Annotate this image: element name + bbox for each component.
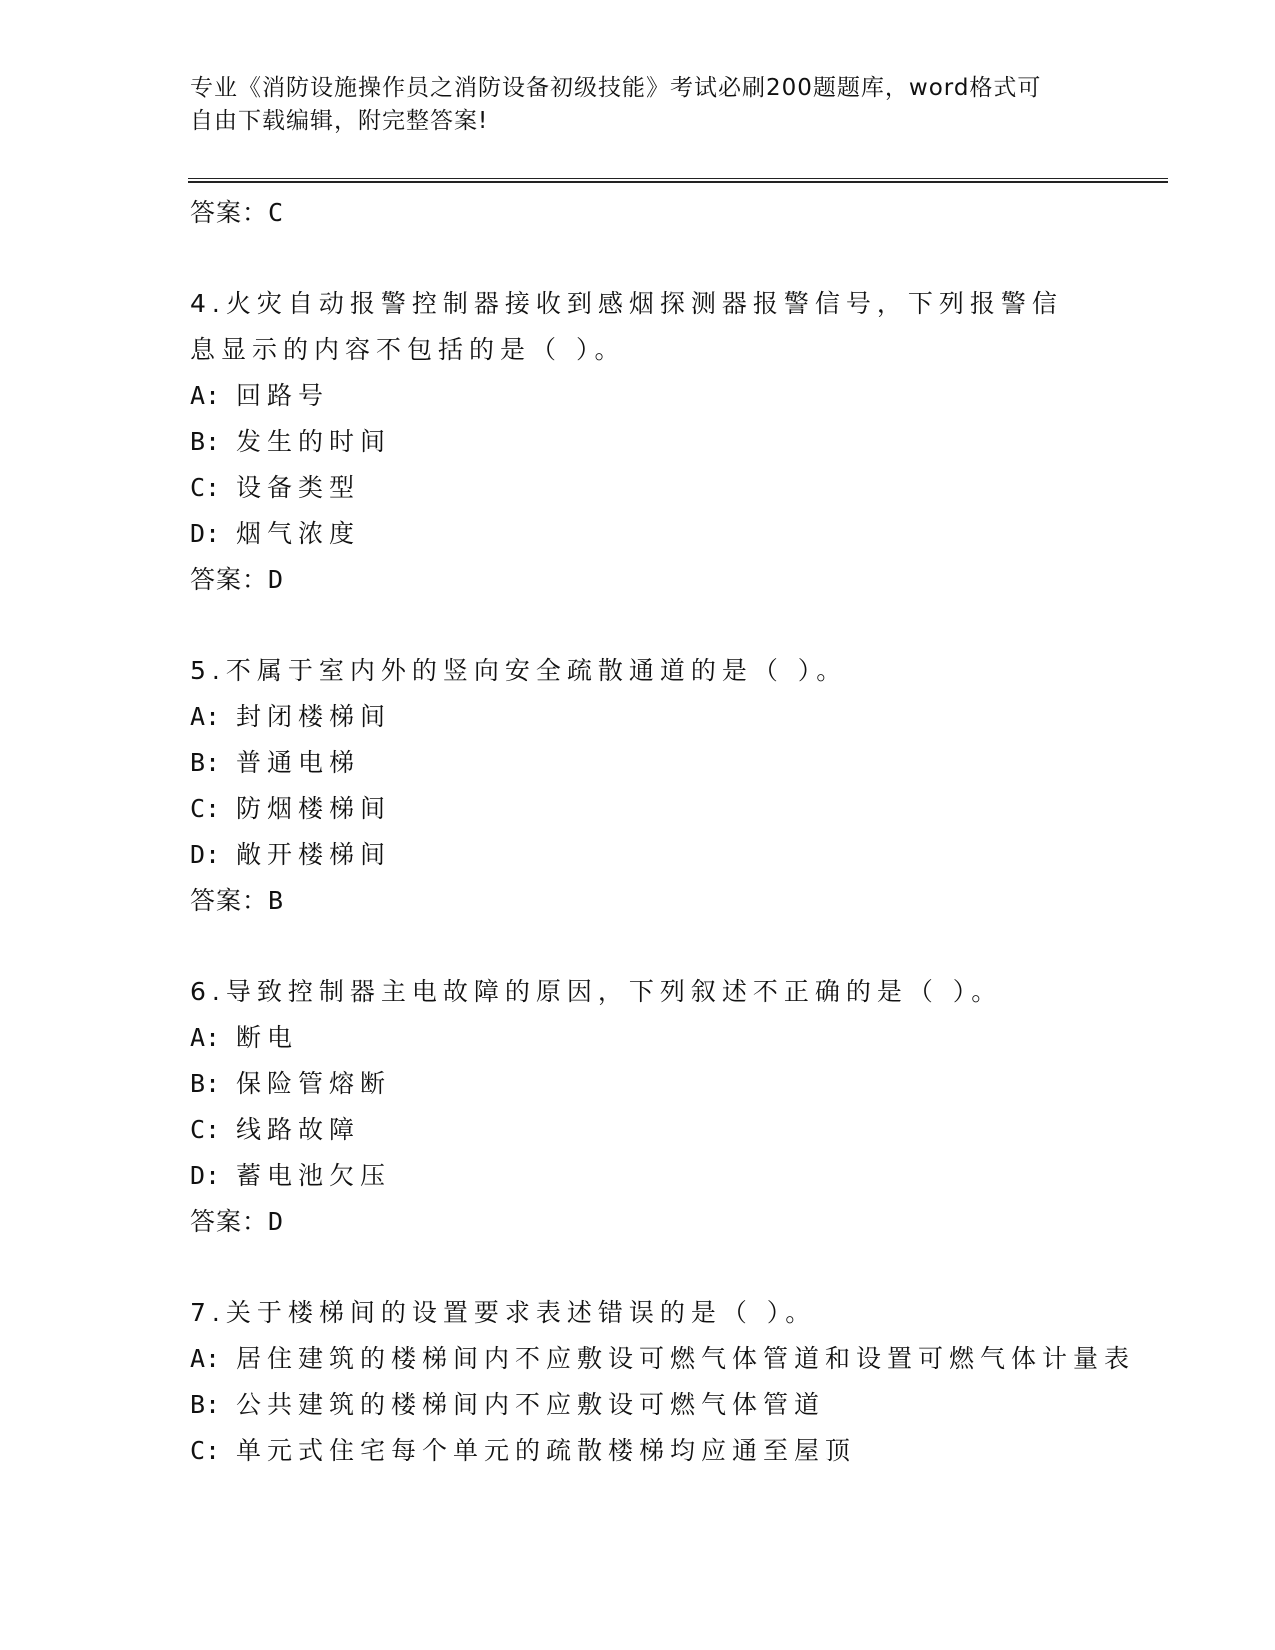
option-letter: C: <box>190 1436 221 1465</box>
answer-label: 答案： <box>190 1207 269 1236</box>
spacer <box>190 236 1150 281</box>
option-text: 断电 <box>236 1023 299 1052</box>
option-text: 敞开楼梯间 <box>236 840 392 869</box>
option-b <box>190 1382 1150 1428</box>
question-block <box>190 648 1150 924</box>
option-letter: A: <box>190 381 221 410</box>
option-b <box>190 740 1150 786</box>
option-text: 防烟楼梯间 <box>236 794 392 823</box>
question-text: 4.火灾自动报警控制器接收到感烟探测器报警信号，下列报警信息显示的内容不包括的是（ ）。 <box>190 289 1063 364</box>
option-text: 烟气浓度 <box>236 519 361 548</box>
option-text: 发生的时间 <box>236 427 392 456</box>
question-text: 5.不属于室内外的竖向安全疏散通道的是（ ）。 <box>190 656 848 685</box>
option-letter: C: <box>190 1115 221 1144</box>
option-text: 封闭楼梯间 <box>236 702 392 731</box>
spacer <box>190 1245 1150 1290</box>
answer-line <box>190 1199 1150 1245</box>
option-letter: B: <box>190 748 221 777</box>
option-letter: C: <box>190 794 221 823</box>
option-letter: A: <box>190 702 221 731</box>
answer-label: 答案： <box>190 198 269 227</box>
option-letter: B: <box>190 1390 221 1419</box>
option-d <box>190 511 1150 557</box>
option-b <box>190 419 1150 465</box>
option-letter: A: <box>190 1344 221 1373</box>
option-text: 蓄电池欠压 <box>236 1161 392 1190</box>
answer-value: D <box>268 1207 285 1236</box>
question-block <box>190 969 1150 1245</box>
answer-line <box>190 878 1150 924</box>
spacer <box>190 603 1150 648</box>
option-letter: D: <box>190 1161 221 1190</box>
option-text: 回路号 <box>236 381 330 410</box>
option-letter: D: <box>190 840 221 869</box>
question-block <box>190 1290 1150 1474</box>
spacer <box>190 924 1150 969</box>
option-text: 普通电梯 <box>236 748 361 777</box>
option-letter: B: <box>190 427 221 456</box>
option-c <box>190 465 1150 511</box>
option-c <box>190 1107 1150 1153</box>
answer-label: 答案： <box>190 886 269 915</box>
option-letter: B: <box>190 1069 221 1098</box>
option-letter: D: <box>190 519 221 548</box>
option-text: 线路故障 <box>236 1115 361 1144</box>
question-list <box>190 190 1150 1474</box>
header-line-1: 专业《消防设施操作员之消防设备初级技能》考试必刷200题题库，word格式可 <box>190 75 1042 101</box>
answer-line <box>190 557 1150 603</box>
option-text: 保险管熔断 <box>236 1069 392 1098</box>
option-text: 公共建筑的楼梯间内不应敷设可燃气体管道 <box>236 1390 826 1419</box>
answer-value: B <box>268 886 285 915</box>
option-c <box>190 1428 1150 1474</box>
question-text: 6.导致控制器主电故障的原因，下列叙述不正确的是（ ）。 <box>190 977 1003 1006</box>
option-a <box>190 373 1150 419</box>
option-a <box>190 694 1150 740</box>
document-header <box>190 72 1090 138</box>
option-a <box>190 1015 1150 1061</box>
answer-value: D <box>268 565 285 594</box>
option-c <box>190 786 1150 832</box>
option-letter: A: <box>190 1023 221 1052</box>
option-text: 居住建筑的楼梯间内不应敷设可燃气体管道和设置可燃气体计量表 <box>236 1344 1136 1373</box>
option-b <box>190 1061 1150 1107</box>
option-d <box>190 1153 1150 1199</box>
header-line-2: 自由下载编辑，附完整答案! <box>190 108 489 134</box>
option-d <box>190 832 1150 878</box>
answer-value: C <box>268 198 285 227</box>
option-letter: C: <box>190 473 221 502</box>
question-text: 7.关于楼梯间的设置要求表述错误的是（ ）。 <box>190 1298 817 1327</box>
answer-line <box>190 190 1150 236</box>
option-text: 单元式住宅每个单元的疏散楼梯均应通至屋顶 <box>236 1436 857 1465</box>
answer-label: 答案： <box>190 565 269 594</box>
option-text: 设备类型 <box>236 473 361 502</box>
question-block <box>190 281 1150 603</box>
option-a <box>190 1336 1150 1382</box>
header-divider <box>188 178 1168 183</box>
